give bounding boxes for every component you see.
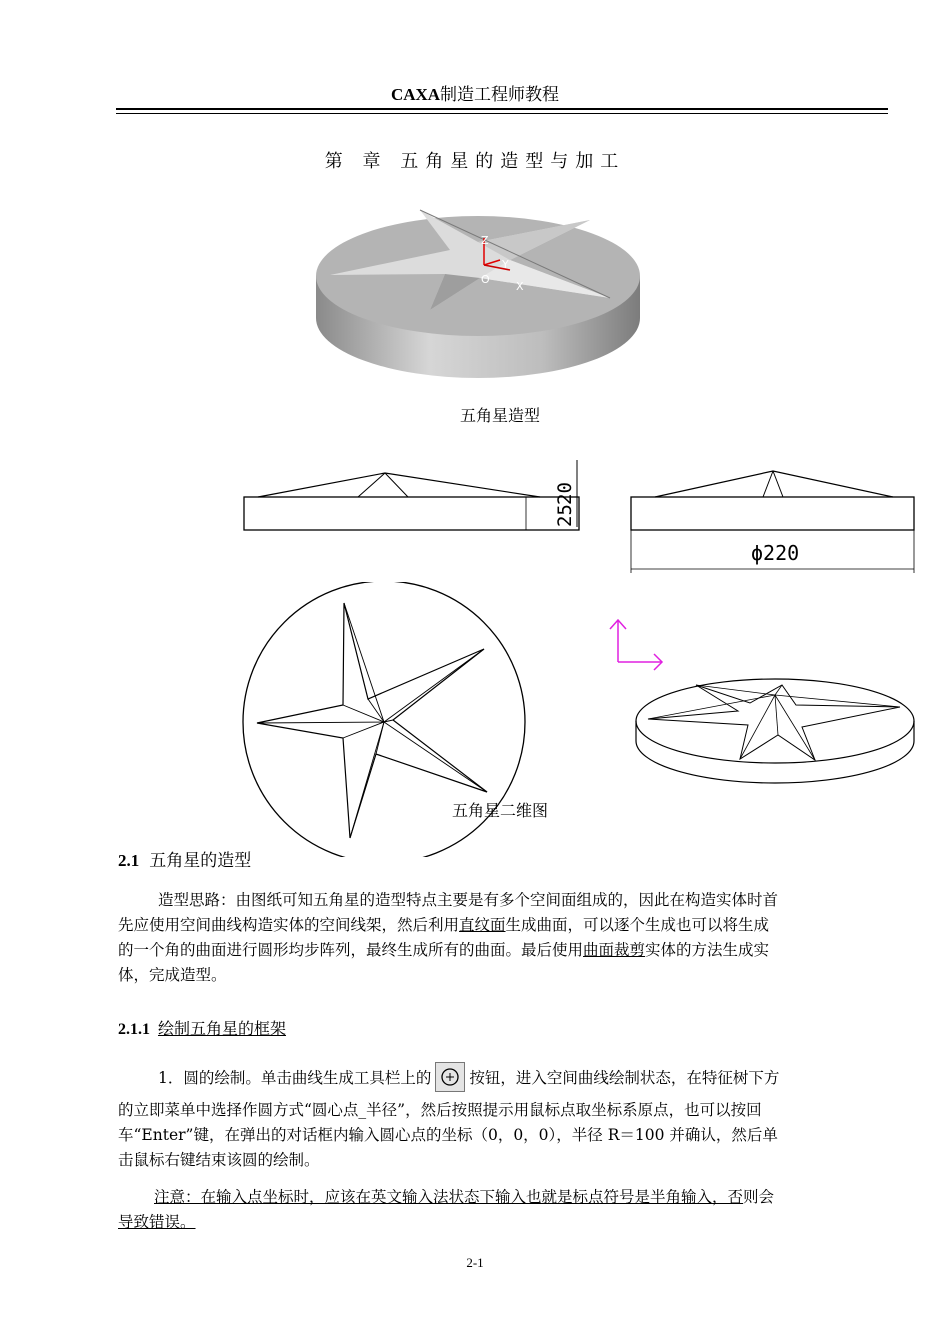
axis-indicator-icon [600,612,670,672]
para2-line3: 车“Enter”键，在弹出的对话框内输入圆心点的坐标（0，0，0），半径 R＝100 并确认，然后单 [118,1126,778,1144]
isometric-wireframe-drawing [630,665,925,790]
axis-label-y: Y [502,258,509,271]
paragraph-modeling-idea [118,888,888,998]
note-paragraph [118,1185,888,1237]
running-header [0,80,950,105]
para2-line2: 的立即菜单中选择作圆方式“圆心点_半径”，然后按照提示用鼠标点取坐标系原点，也可以按回 [118,1101,762,1119]
ruled-surface-term: 直纹面 [459,916,506,934]
front-view-drawing [240,455,590,545]
header-rule-thick [116,108,888,110]
section-heading [118,846,251,871]
para1-line3: 的一个角的曲面进行圆形均步阵列，最终生成所有的曲面。最后使用曲面裁剪实体的方法生成实 [118,941,770,959]
header-rule-thin [116,113,888,114]
chapter-title: 第 章 五角星的造型与加工 [324,151,626,172]
figure1-caption: 五角星造型 [459,406,540,425]
para1-line4: 体，完成造型。 [118,966,227,984]
section-title: 五角星的造型 [149,851,252,871]
circle-tool-button-icon [435,1062,465,1092]
subsection-title: 绘制五角星的框架 [158,1019,287,1038]
axis-label-z: Z [481,234,489,247]
dimension-20: 20 [554,482,576,505]
note-line1: 注意：在输入点坐标时，应该在英文输入法状态下输入也就是标点符号是半角输入，否则会 [154,1188,775,1206]
page-number: 2-1 [466,1255,484,1270]
header-title: 制造工程师教程 [440,85,560,105]
header-brand: CAXA [390,85,441,104]
subsection-number: 2.1.1 [118,1021,150,1038]
surface-trim-term: 曲面裁剪 [583,941,646,959]
figure2-caption: 五角星二维图 [451,801,548,820]
para2-line1: 1．圆的绘制。单击曲线生成工具栏上的 按钮，进入空间曲线绘制状态，在特征树下方 [158,1064,779,1094]
paragraph-circle-drawing [118,1064,888,1189]
axis-label-x: X [516,280,524,293]
subsection-heading [118,1016,286,1039]
star-3d-shaded-figure [300,190,660,390]
dimension-diameter: ϕ220 [751,541,800,565]
axis-label-o: O [481,273,490,286]
note-line2: 导致错误。 [118,1213,196,1231]
dimension-25: 25 [554,504,576,527]
para1-line1: 造型思路：由图纸可知五角星的造型特点主要是有多个空间面组成的，因此在构造实体时首 [158,891,779,909]
para1-line2: 先应使用空间曲线构造实体的空间线架，然后利用直纹面生成曲面，可以逐个生成也可以将生成 [118,916,770,934]
side-view-drawing [625,455,920,580]
para2-line4: 击鼠标右键结束该圆的绘制。 [118,1151,320,1169]
section-number: 2.1 [118,851,140,870]
